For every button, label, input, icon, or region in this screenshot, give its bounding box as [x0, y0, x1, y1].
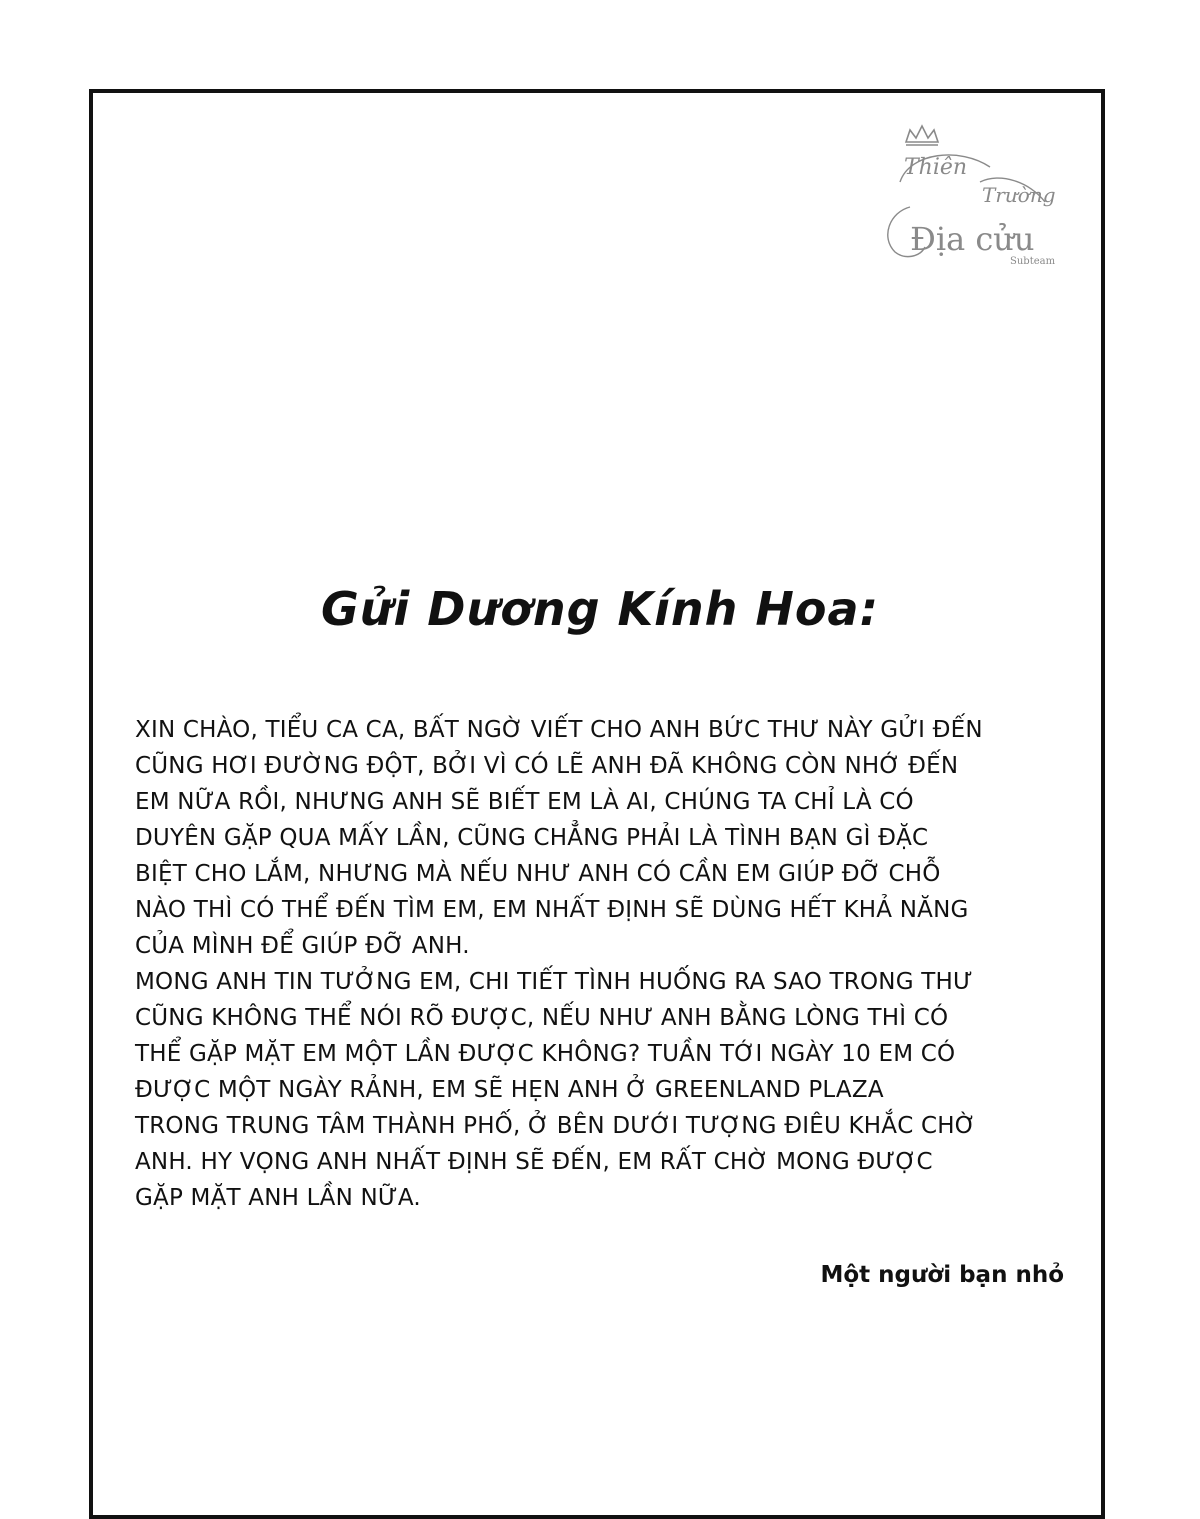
letter-signature: Một người bạn nhỏ: [820, 1262, 1064, 1288]
letter-line: ANH. HY VỌNG ANH NHẤT ĐỊNH SẼ ĐẾN, EM RẤT CHỜ MONG ĐƯỢC: [135, 1149, 933, 1175]
logo-word-1: Thiên: [904, 155, 968, 180]
letter-line: CŨNG HƠI ĐƯỜNG ĐỘT, BỞI VÌ CÓ LẼ ANH ĐÃ KHÔNG CÒN NHỚ ĐẾN: [135, 753, 959, 779]
logo-word-4: Subteam: [1010, 256, 1056, 267]
subteam-logo: [870, 112, 1080, 272]
letter-line: BIỆT CHO LẮM, NHƯNG MÀ NẾU NHƯ ANH CÓ CẦN EM GIÚP ĐỠ CHỖ: [135, 861, 941, 887]
letter-line: CŨNG KHÔNG THỂ NÓI RÕ ĐƯỢC, NẾU NHƯ ANH BẰNG LÒNG THÌ CÓ: [135, 1005, 949, 1031]
letter-line: THỂ GẶP MẶT EM MỘT LẦN ĐƯỢC KHÔNG? TUẦN TỚI NGÀY 10 EM CÓ: [135, 1041, 956, 1067]
letter-line: ĐƯỢC MỘT NGÀY RẢNH, EM SẼ HẸN ANH Ở GREENLAND PLAZA: [135, 1077, 884, 1103]
letter-line: MONG ANH TIN TƯỞNG EM, CHI TIẾT TÌNH HUỐNG RA SAO TRONG THƯ: [135, 969, 973, 995]
letter-line: TRONG TRUNG TÂM THÀNH PHỐ, Ở BÊN DƯỚI TƯỢNG ĐIÊU KHẮC CHỜ: [135, 1113, 976, 1139]
letter-line: XIN CHÀO, TIỂU CA CA, BẤT NGỜ VIẾT CHO ANH BỨC THƯ NÀY GỬI ĐẾN: [135, 717, 983, 743]
letter-line: GẶP MẶT ANH LẦN NỮA.: [135, 1185, 421, 1211]
letter-line: NÀO THÌ CÓ THỂ ĐẾN TÌM EM, EM NHẤT ĐỊNH SẼ DÙNG HẾT KHẢ NĂNG: [135, 897, 969, 923]
logo-word-3: Địa cửu: [910, 220, 1035, 258]
logo-word-2: Trường: [982, 183, 1056, 207]
letter-line: CỦA MÌNH ĐỂ GIÚP ĐỠ ANH.: [135, 933, 470, 959]
letter-title: Gửi Dương Kính Hoa:: [321, 582, 879, 636]
crown-logo-icon: [870, 112, 1080, 272]
letter-line: DUYÊN GẶP QUA MẤY LẦN, CŨNG CHẲNG PHẢI LÀ TÌNH BẠN GÌ ĐẶC: [135, 825, 929, 851]
letter-line: EM NỮA RỒI, NHƯNG ANH SẼ BIẾT EM LÀ AI, CHÚNG TA CHỈ LÀ CÓ: [135, 789, 914, 815]
letter-body: [135, 712, 1075, 1216]
